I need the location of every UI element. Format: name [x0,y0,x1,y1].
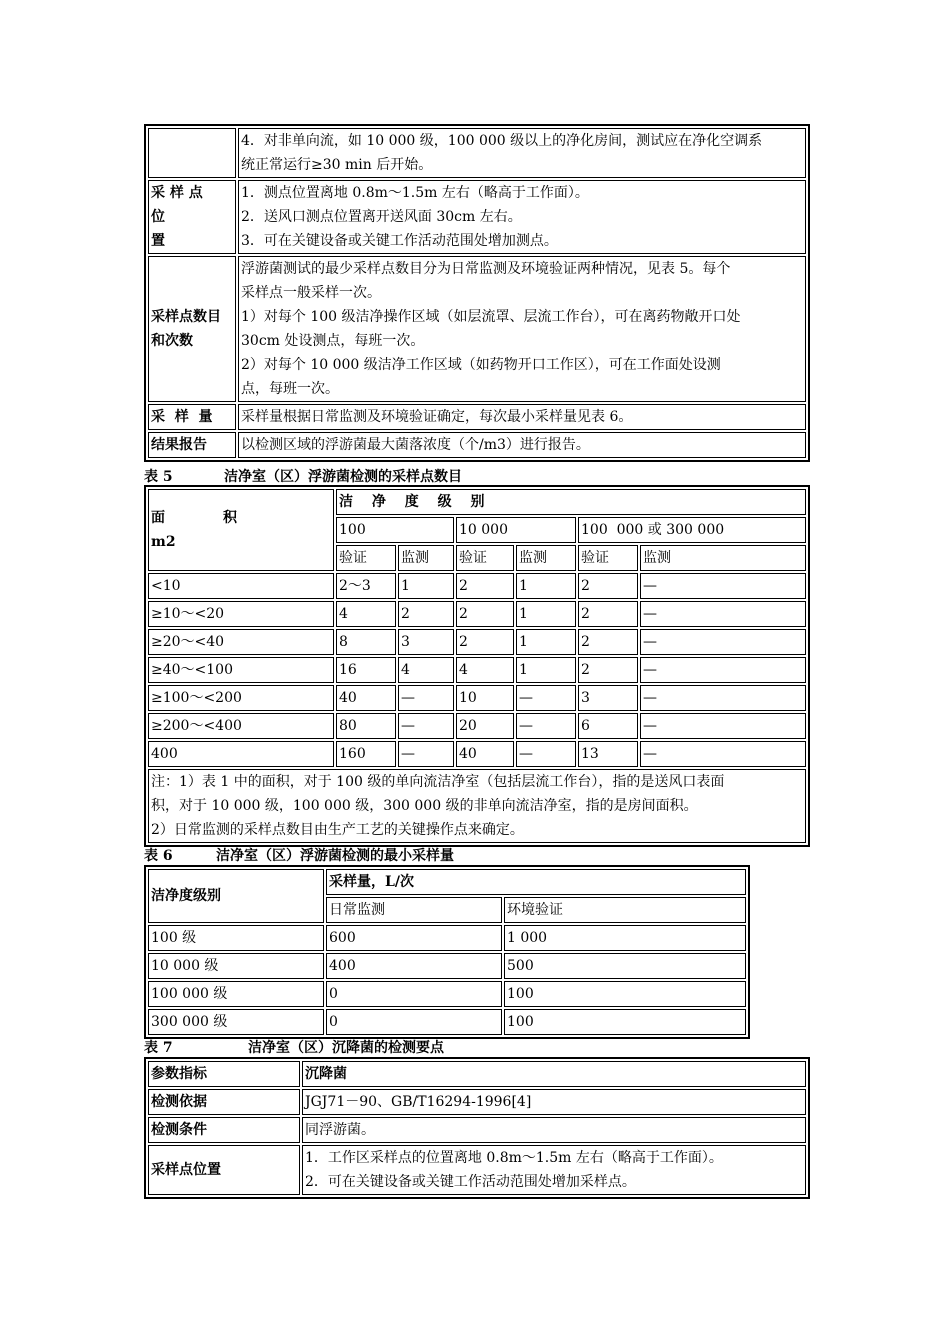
area-cell: ≥200～<400 [148,713,334,739]
grade-header: 洁 净 度 级 别 [336,489,806,515]
area-header: 面 积 m2 [148,489,334,571]
table-cell: 0 [326,981,502,1007]
table-cell: 2 [456,601,514,627]
area-cell: ≥10～<20 [148,601,334,627]
row-content: 采样量根据日常监测及环境验证确定，每次最小采样量见表 6。 [238,404,806,430]
table-cell: 0 [326,1009,502,1035]
table-cell: — [516,685,576,711]
row-content: 浮游菌测试的最少采样点数目分为日常监测及环境验证两种情况，见表 5。每个 采样点一般采样一次。 1）对每个 100 级洁净操作区域（如层流罩、层流工作台），可在离药物敞开口处 30cm 处设测点，每班一次。 2）对每个 10 000 级洁净工作区域（如药物开口工作区），可在工作面处设测 点，每班一次。 [238,256,806,402]
table-cell: — [398,713,454,739]
grade-cell: 100 000 级 [148,981,324,1007]
table-row [148,1009,746,1035]
table-cell: 500 [504,953,746,979]
grade-cell: 10 000 级 [148,953,324,979]
table-cell: 3 [578,685,638,711]
grade-cell: 100 级 [148,925,324,951]
table-cell: 1 [516,601,576,627]
volume-header: 采样量，L/次 [326,869,746,895]
table-row [148,573,806,599]
table-cell: — [640,657,806,683]
table-cell: 80 [336,713,396,739]
table-cell: — [640,713,806,739]
table-cell: 13 [578,741,638,767]
floating-bacteria-test-points-table [144,124,810,462]
table-cell: 1 000 [504,925,746,951]
table-cell: — [640,629,806,655]
table-cell: 1 [516,629,576,655]
sample-volume-table [144,865,750,1039]
table-row [148,981,746,1007]
table-cell: 4 [398,657,454,683]
table-row [148,1145,806,1195]
table-cell: 2～3 [336,573,396,599]
table-number: 表 7 [144,1040,173,1056]
row-label: 检测条件 [148,1117,300,1143]
area-cell: <10 [148,573,334,599]
table-cell: 1 [516,657,576,683]
table-number: 表 5 [144,469,173,485]
grade-cell: 300 000 级 [148,1009,324,1035]
row-label: 参数指标 [148,1061,300,1087]
col-header: 验证 [336,545,396,571]
grade-10000: 10 000 [456,517,576,543]
table-row [148,685,806,711]
table-cell: 40 [456,741,514,767]
table-note: 注：1）表 1 中的面积，对于 100 级的单向流洁净室（包括层流工作台），指的是送风口表面 积，对于 10 000 级，100 000 级，300 000 级的非单向流洁净室，指的是房间面积。 2）日常监测的采样点数目由生产工艺的关键操作点来确定。 [148,769,806,843]
row-label: 采 样 点 位 置 [148,180,236,254]
row-label: 采样点位置 [148,1145,300,1195]
table-cell: 3 [398,629,454,655]
col-header: 验证 [456,545,514,571]
table-cell: 2 [578,601,638,627]
table-row [148,601,806,627]
table-row [148,256,806,402]
table-row [148,404,806,430]
table-cell: 2 [456,573,514,599]
table-cell: 1 [398,573,454,599]
table-row [148,128,806,178]
table-row [148,741,806,767]
table-cell: — [640,685,806,711]
row-label [148,128,236,178]
row-content: 4．对非单向流，如 10 000 级，100 000 级以上的净化房间，测试应在净化空调系 统正常运行≥30 min 后开始。 [238,128,806,178]
table-row [148,180,806,254]
table-cell: 2 [578,657,638,683]
table-cell: — [516,741,576,767]
grade-label-header: 洁净度级别 [148,869,324,923]
grade-100000: 100 000 或 300 000 [578,517,806,543]
col-header: 监测 [640,545,806,571]
table-row [148,713,806,739]
row-content: 1．工作区采样点的位置离地 0.8m～1.5m 左右（略高于工作面）。 2．可在关键设备或关键工作活动范围处增加采样点。 [302,1145,806,1195]
table-title: 洁净室（区）浮游菌检测的最小采样量 [216,848,454,864]
table-cell: — [398,741,454,767]
row-content: JGJ71－90、GB/T16294-1996[4] [302,1089,806,1115]
table-cell: 8 [336,629,396,655]
table-row [148,629,806,655]
table-note-row [148,769,806,843]
table-7-caption [144,1037,444,1057]
table-cell: — [516,713,576,739]
row-content: 以检测区域的浮游菌最大菌落浓度（个/m3）进行报告。 [238,432,806,458]
area-cell: ≥100～<200 [148,685,334,711]
table-row [148,925,746,951]
table-cell: 600 [326,925,502,951]
table-cell: 2 [578,629,638,655]
table-row [148,953,746,979]
table-cell: 1 [516,573,576,599]
table-cell: 6 [578,713,638,739]
table-cell: 400 [326,953,502,979]
table-row [148,1061,806,1087]
table-row [148,432,806,458]
table-cell: — [640,741,806,767]
table-title: 洁净室（区）浮游菌检测的采样点数目 [224,469,462,485]
row-label: 采 样 量 [148,404,236,430]
table-cell: 4 [456,657,514,683]
table-6-caption [144,845,454,865]
row-label: 结果报告 [148,432,236,458]
row-label: 检测依据 [148,1089,300,1115]
row-label: 采样点数目 和次数 [148,256,236,402]
col-header: 验证 [578,545,638,571]
table-cell: 16 [336,657,396,683]
row-content: 同浮游菌。 [302,1117,806,1143]
table-cell: 2 [398,601,454,627]
table-number: 表 6 [144,848,173,864]
grade-100: 100 [336,517,454,543]
row-content: 1．测点位置离地 0.8m～1.5m 左右（略高于工作面）。 2．送风口测点位置离开送风面 30cm 左右。 3．可在关键设备或关键工作活动范围处增加测点。 [238,180,806,254]
table-cell: — [398,685,454,711]
area-cell: 400 [148,741,334,767]
table-title: 洁净室（区）沉降菌的检测要点 [248,1040,444,1056]
table-row [148,1117,806,1143]
table-cell: 160 [336,741,396,767]
table-cell: 10 [456,685,514,711]
table-cell: — [640,573,806,599]
settling-bacteria-table [144,1057,810,1199]
table-row [148,1089,806,1115]
table-cell: 100 [504,981,746,1007]
table-cell: 2 [578,573,638,599]
table-row [148,657,806,683]
table-cell: 4 [336,601,396,627]
col-header: 日常监测 [326,897,502,923]
table-cell: 100 [504,1009,746,1035]
col-header: 环境验证 [504,897,746,923]
table-cell: 40 [336,685,396,711]
table-cell: 2 [456,629,514,655]
table-cell: 20 [456,713,514,739]
sampling-points-table [144,485,810,847]
area-cell: ≥40～<100 [148,657,334,683]
table-cell: — [640,601,806,627]
table-5-caption [144,466,462,486]
area-cell: ≥20～<40 [148,629,334,655]
col-header: 监测 [398,545,454,571]
table-header-row [148,489,806,515]
table-header-row [148,869,746,895]
row-content: 沉降菌 [302,1061,806,1087]
col-header: 监测 [516,545,576,571]
